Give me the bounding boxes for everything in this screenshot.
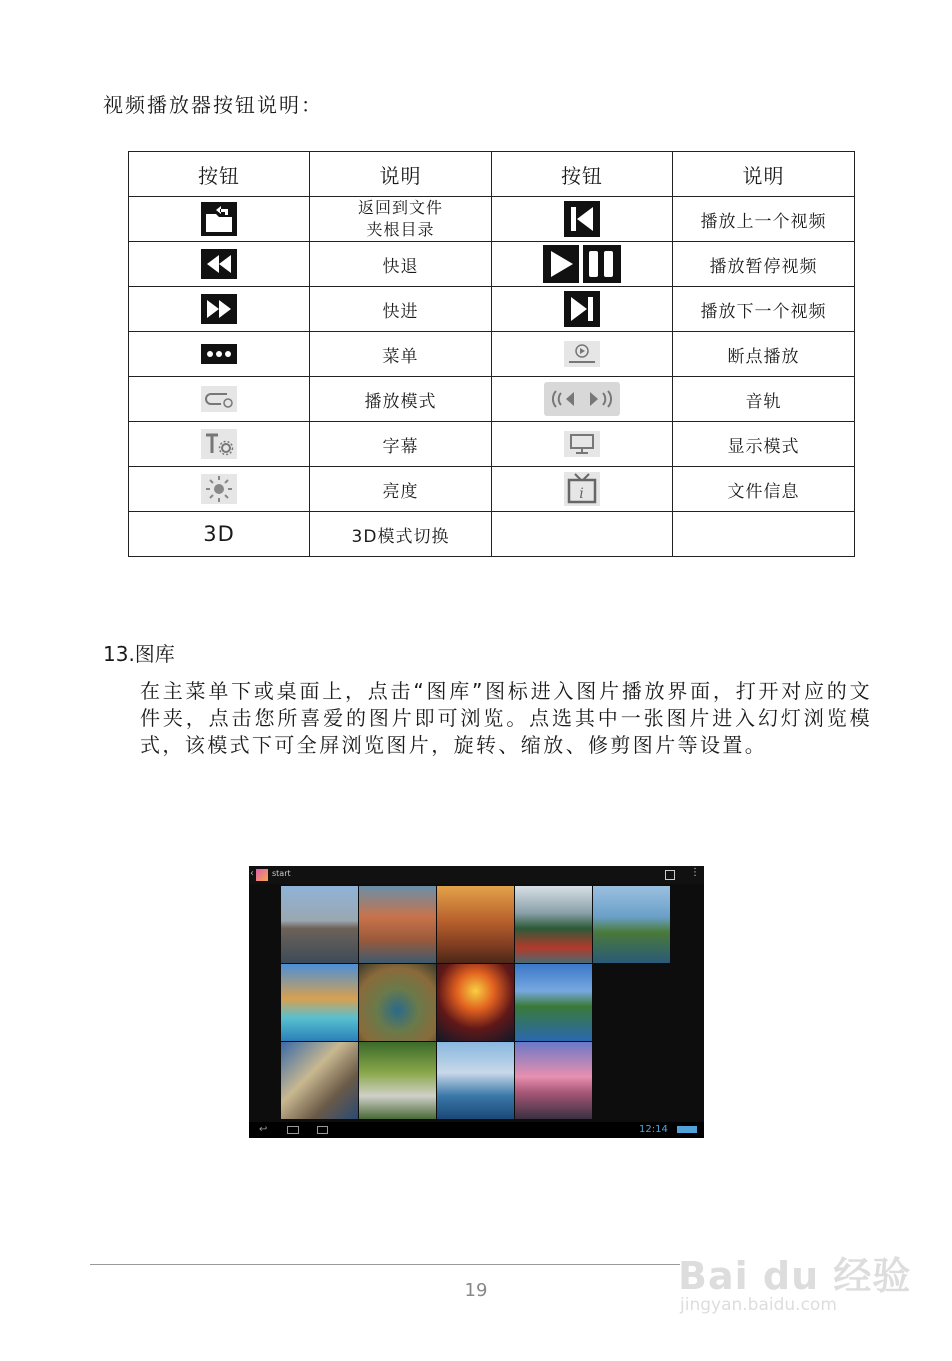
svg-text:i: i [579,486,585,502]
gallery-screenshot [249,866,704,1138]
photo-thumbnail [437,1042,514,1119]
gallery-section-title: 13.图库 [103,642,175,666]
brightness-icon [201,474,237,504]
table-row [129,332,855,377]
subtitle-icon [201,429,237,459]
page-number: 19 [464,1280,488,1301]
photo-thumbnail [359,886,436,963]
repeat-mode-icon [201,386,237,412]
recent-apps-icon[interactable] [317,1126,328,1134]
table-row [129,377,855,422]
row-description: 音轨 [673,377,855,422]
header-description: 说明 [673,152,855,197]
table-row [129,197,855,242]
rewind-icon [201,249,237,279]
photo-thumbnail [593,886,670,963]
photo-thumbnail [359,1042,436,1119]
empty-cell [673,512,855,557]
table-row [129,422,855,467]
watermark-url: jingyan.baidu.com [680,1295,837,1315]
row-description: 快退 [310,242,492,287]
previous-video-icon [564,201,600,237]
row-description: 播放上一个视频 [673,197,855,242]
header-button: 按钮 [492,152,673,197]
next-video-icon [564,291,600,327]
button-description-table [128,151,855,557]
back-icon[interactable]: ↩ [259,1124,268,1135]
fast-forward-icon [201,294,237,324]
row-description-line: 返回到文件 [357,198,443,217]
album-title: start [272,869,291,878]
photo-thumbnail [515,1042,592,1119]
file-info-icon [564,472,600,506]
photo-thumbnail [437,964,514,1041]
row-description: 快进 [310,287,492,332]
overflow-menu-icon: ⋮ [690,867,700,878]
row-description: 播放下一个视频 [673,287,855,332]
menu-dots-icon [201,344,237,364]
gallery-section-body: 在主菜单下或桌面上，点击“图库”图标进入图片播放界面，打开对应的文件夹，点击您所喜爱的图片即可浏览。点选其中一张图片进入幻灯浏览模式，该模式下可全屏浏览图片，旋转、缩放、修剪图片等设置。 [140,679,872,757]
wifi-battery-icon [677,1126,697,1133]
table-row [129,512,855,557]
photo-thumbnail [359,964,436,1041]
gallery-app-icon [256,869,268,881]
row-description: 3D模式切换 [310,512,492,557]
row-description: 断点播放 [673,332,855,377]
table-header-row [129,152,855,197]
photo-thumbnail [437,886,514,963]
photo-thumbnail [281,1042,358,1119]
3d-label: 3D [129,512,310,557]
photo-thumbnail [515,964,592,1041]
folder-return-icon [201,202,237,236]
photo-thumbnail [281,886,358,963]
slideshow-icon [665,870,675,880]
table-row [129,287,855,332]
table-row [129,467,855,512]
row-description: 显示模式 [673,422,855,467]
row-description: 播放模式 [310,377,492,422]
photo-thumbnail [515,886,592,963]
system-navigation-bar [249,1122,704,1138]
empty-cell [492,512,673,557]
status-clock: 12:14 [639,1124,668,1135]
gallery-action-bar [249,866,704,884]
resume-play-icon [564,341,600,367]
watermark-logo: Bai du 经验 [678,1254,912,1298]
photo-thumbnail [281,964,358,1041]
table-row [129,242,855,287]
display-mode-icon [564,431,600,457]
row-description: 字幕 [310,422,492,467]
row-description: 文件信息 [673,467,855,512]
row-description: 播放暂停视频 [673,242,855,287]
footer-divider [90,1264,680,1265]
row-description-line: 夹根目录 [366,220,435,239]
back-chevron-icon: ‹ [250,868,254,879]
play-pause-icon [543,245,621,283]
row-description: 亮度 [310,467,492,512]
header-description: 说明 [310,152,492,197]
audio-track-icon [544,382,620,416]
home-icon[interactable] [287,1126,299,1134]
section-heading: 视频播放器按钮说明： [103,93,323,117]
row-description: 菜单 [310,332,492,377]
header-button: 按钮 [129,152,310,197]
